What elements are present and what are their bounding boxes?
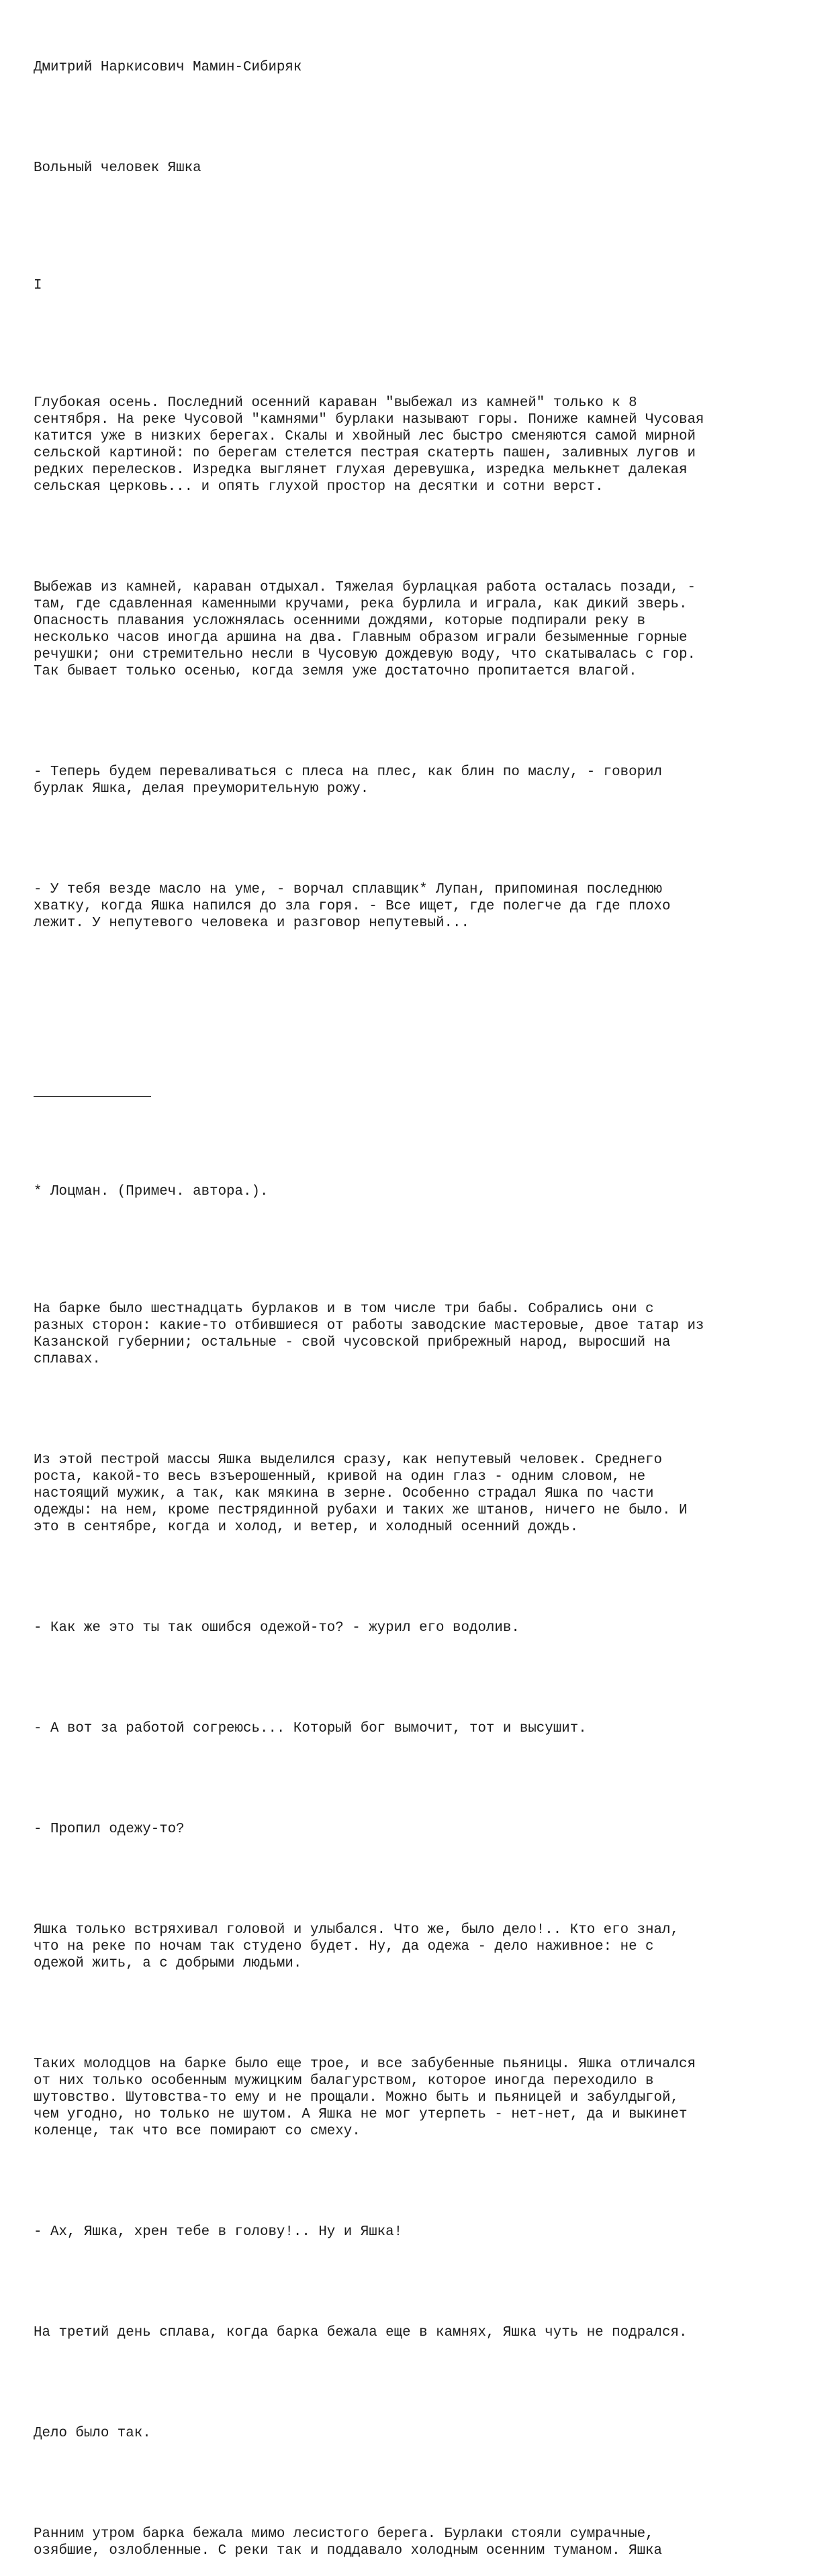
paragraph: - У тебя везде масло на уме, - ворчал сплавщик* Лупан, припоминая последнюю хватку, когда Яшка напился до зла горя. - Все ищет, где полегче да где плохо лежит. У непутевого человека и разговор непутевый... — [34, 882, 671, 931]
paragraph: Дело было так. — [34, 2426, 151, 2441]
footnote-separator — [34, 1083, 806, 1099]
paragraph: На барке было шестнадцать бурлаков и в том числе три бабы. Собрались они с разных сторон: какие-то отбившиеся от работы заводские мастеровые, двое татар из Казанской губернии; остальные - свой чусовской прибрежный народ, выросший на сплавах. — [34, 1301, 704, 1367]
paragraph: Из этой пестрой массы Яшка выделился сразу, как непутевый человек. Среднего роста, какой-то весь взъерошенный, кривой на один глаз - одним словом, не настоящий мужик, а так, как мякина в зерне. Особенно страдал Яшка по части одежды: на нем, кроме пестрядинной рубахи и таких же штанов, ничего не было. И это в сентябре, когда и холод, и ветер, и холодный осенний дождь. — [34, 1452, 688, 1535]
paragraph: На третий день сплава, когда барка бежала еще в камнях, Яшка чуть не подрался. — [34, 2325, 688, 2340]
story-title: Вольный человек Яшка — [34, 160, 201, 176]
footnote: * Лоцман. (Примеч. автора.). — [34, 1184, 269, 1199]
paragraph: - А вот за работой согреюсь... Который бог вымочит, тот и высушит. — [34, 1721, 587, 1736]
paragraph: Выбежав из камней, караван отдыхал. Тяжелая бурлацкая работа осталась позади, - там, где сдавленная каменными кручами, река бурлила и играла, как дикий зверь. Опасность плавания усложнялась осенними дождями, которые подпирали реку в несколько часов иногда аршина на два. Главным образом играли безыменные горные речушки; они стремительно несли в Чусовую дождевую воду, что скатывалась с гор. Так бывает только осенью, когда земля уже достаточно пропитается влагой. — [34, 580, 696, 679]
author-line: Дмитрий Наркисович Мамин-Сибиряк — [34, 60, 302, 75]
paragraph: Ранним утром барка бежала мимо лесистого берега. Бурлаки стояли сумрачные, озябшие, озлобленные. С реки так и поддавало холодным осенним туманом. Яшка — [34, 2526, 663, 2559]
paragraph: - Как же это ты так ошибся одежой-то? - журил его водолив. — [34, 1620, 520, 1636]
paragraph: Яшка только встряхивал головой и улыбался. Что же, было дело!.. Кто его знал, что на реке по ночам так студено будет. Ну, да одежа - дело наживное: не с одежой жить, а с добрыми людьми. — [34, 1922, 679, 1971]
document-page — [34, 26, 806, 2576]
paragraph: Глубокая осень. Последний осенний караван "выбежал из камней" только к 8 сентября. На реке Чусовой "камнями" бурлаки называют горы. Пониже камней Чусовая катится уже в низких берегах. Скалы и хвойный лес быстро сменяются самой мирной сельской картиной: по берегам стелется пестрая скатерть пашен, заливных лугов и редких перелесков. Изредка выглянет глухая деревушка, изредка мелькнет далекая сельская церковь... и опять глухой простор на десятки и сотни верст. — [34, 395, 704, 495]
paragraph: - Ах, Яшка, хрен тебе в голову!.. Ну и Яшка! — [34, 2224, 403, 2240]
paragraph: - Пропил одежу-то? — [34, 1822, 185, 1837]
chapter-number: I — [34, 278, 42, 293]
paragraph: Таких молодцов на барке было еще трое, и все забубенные пьяницы. Яшка отличался от них только особенным мужицким балагурством, которое иногда переходило в шутовство. Шутовства-то ему и не прощали. Можно быть и пьяницей и забулдыгой, чем угодно, но только не шутом. А Яшка не мог утерпеть - нет-нет, да и выкинет коленце, так что все помирают со смеху. — [34, 2057, 696, 2139]
paragraph: - Теперь будем переваливаться с плеса на плес, как блин по маслу, - говорил бурлак Яшка, делая преуморительную рожу. — [34, 764, 663, 797]
